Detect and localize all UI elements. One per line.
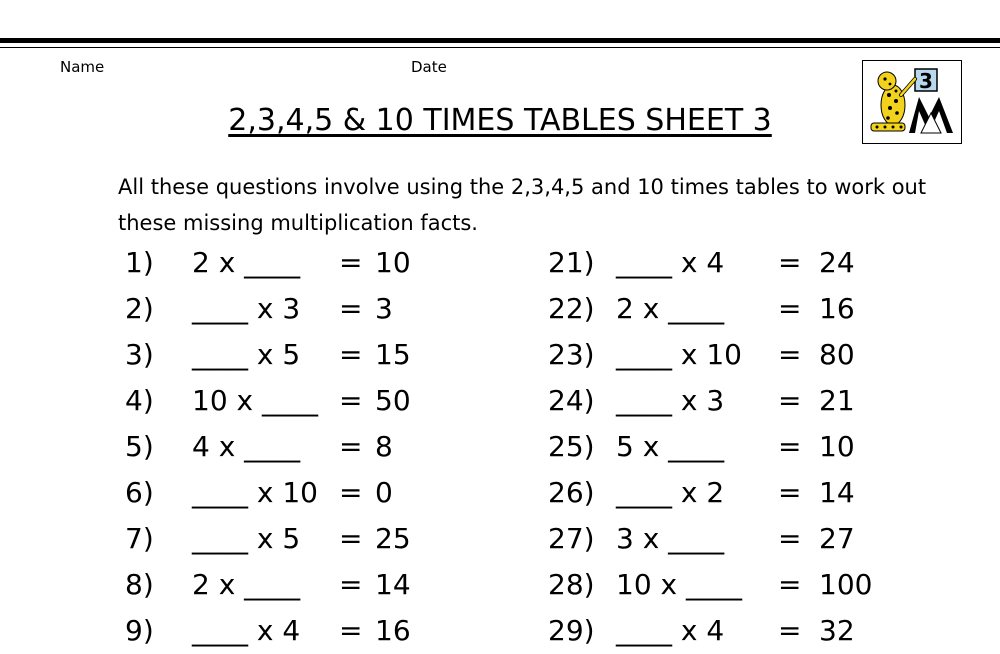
question-number: 27): [548, 522, 595, 555]
equals-sign: =: [339, 476, 363, 509]
question-answer: 27: [819, 522, 855, 555]
question-expression: 3 x ____: [616, 522, 725, 555]
equals-sign: =: [778, 384, 802, 417]
question-number: 28): [548, 568, 595, 601]
question-answer: 10: [375, 246, 411, 279]
question-answer: 16: [375, 614, 411, 647]
equals-sign: =: [339, 430, 363, 463]
question-answer: 14: [819, 476, 855, 509]
question-expression: ____ x 3: [192, 292, 301, 325]
question-number: 25): [548, 430, 595, 463]
equals-sign: =: [339, 614, 363, 647]
equals-sign: =: [778, 614, 802, 647]
equals-sign: =: [339, 384, 363, 417]
question-number: 9): [125, 614, 154, 647]
question-number: 23): [548, 338, 595, 371]
question-expression: 4 x ____: [192, 430, 301, 463]
question-number: 26): [548, 476, 595, 509]
equals-sign: =: [778, 246, 802, 279]
question-answer: 15: [375, 338, 411, 371]
question-number: 3): [125, 338, 154, 371]
question-expression: 2 x ____: [616, 292, 725, 325]
question-answer: 0: [375, 476, 393, 509]
question-expression: ____ x 4: [616, 246, 725, 279]
equals-sign: =: [339, 522, 363, 555]
date-label: Date: [411, 58, 447, 76]
question-answer: 25: [375, 522, 411, 555]
logo-number: 3: [919, 69, 933, 93]
question-number: 24): [548, 384, 595, 417]
question-expression: ____ x 3: [616, 384, 725, 417]
question-expression: ____ x 4: [616, 614, 725, 647]
question-answer: 16: [819, 292, 855, 325]
question-number: 22): [548, 292, 595, 325]
equals-sign: =: [339, 568, 363, 601]
equals-sign: =: [778, 568, 802, 601]
question-answer: 3: [375, 292, 393, 325]
header-rule-thick: [0, 38, 1000, 43]
leopard-math-logo-icon: [862, 60, 962, 144]
question-answer: 10: [819, 430, 855, 463]
page-title: 2,3,4,5 & 10 TIMES TABLES SHEET 3: [228, 103, 772, 138]
question-number: 6): [125, 476, 154, 509]
question-expression: ____ x 10: [616, 338, 742, 371]
equals-sign: =: [778, 476, 802, 509]
question-answer: 8: [375, 430, 393, 463]
question-number: 1): [125, 246, 154, 279]
instructions-text: All these questions involve using the 2,3,4,5 and 10 times tables to work out these missing multiplication facts.: [118, 175, 927, 235]
question-expression: ____ x 5: [192, 522, 301, 555]
equals-sign: =: [778, 292, 802, 325]
question-expression: ____ x 2: [616, 476, 725, 509]
question-answer: 80: [819, 338, 855, 371]
question-number: 5): [125, 430, 154, 463]
equals-sign: =: [339, 292, 363, 325]
question-expression: 10 x ____: [192, 384, 318, 417]
question-expression: 5 x ____: [616, 430, 725, 463]
name-label: Name: [60, 58, 105, 76]
equals-sign: =: [339, 246, 363, 279]
question-answer: 14: [375, 568, 411, 601]
question-expression: 10 x ____: [616, 568, 742, 601]
question-number: 7): [125, 522, 154, 555]
equals-sign: =: [778, 430, 802, 463]
question-number: 2): [125, 292, 154, 325]
equals-sign: =: [339, 338, 363, 371]
question-expression: 2 x ____: [192, 246, 301, 279]
header-rule-thin: [0, 47, 1000, 48]
equals-sign: =: [778, 338, 802, 371]
question-number: 29): [548, 614, 595, 647]
equals-sign: =: [778, 522, 802, 555]
question-answer: 32: [819, 614, 855, 647]
question-answer: 100: [819, 568, 873, 601]
question-answer: 21: [819, 384, 855, 417]
question-expression: ____ x 10: [192, 476, 318, 509]
question-number: 8): [125, 568, 154, 601]
question-answer: 24: [819, 246, 855, 279]
question-number: 4): [125, 384, 154, 417]
question-answer: 50: [375, 384, 411, 417]
question-expression: ____ x 4: [192, 614, 301, 647]
question-expression: ____ x 5: [192, 338, 301, 371]
question-number: 21): [548, 246, 595, 279]
question-expression: 2 x ____: [192, 568, 301, 601]
